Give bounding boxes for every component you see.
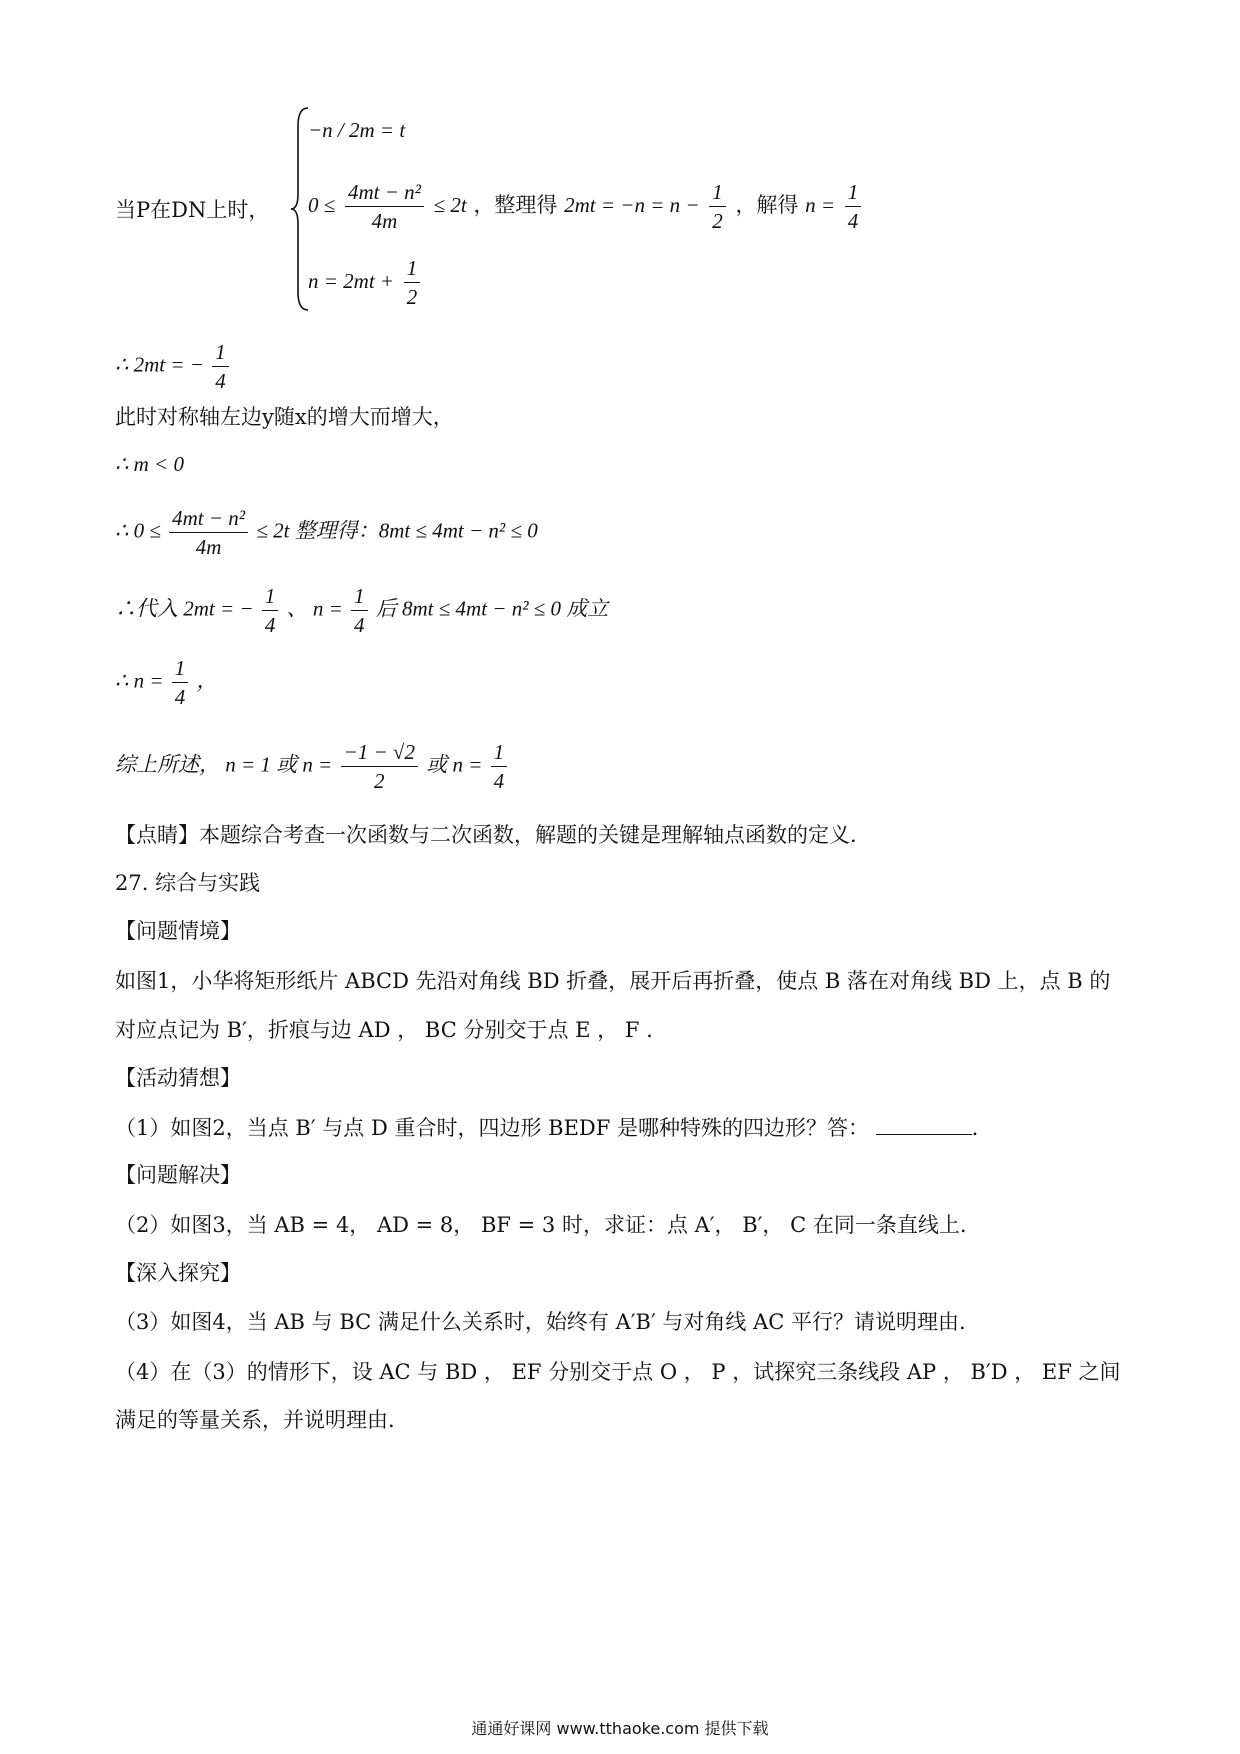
line-m-negative-text: ∴ m < 0 — [115, 452, 184, 476]
system-row-3 — [308, 254, 423, 311]
fraction-numerator: 1 — [354, 584, 365, 608]
guess-end: . — [971, 1116, 979, 1140]
dianjing-paragraph — [115, 820, 857, 850]
explore-paragraph-3 — [115, 1307, 966, 1337]
heading-explore-text: 【深入探究】 — [115, 1261, 241, 1285]
solve-text: ，解得 — [735, 193, 799, 217]
line-inequality-fraction — [169, 504, 248, 561]
line-summary-fraction-1 — [341, 738, 418, 795]
line-2mt — [115, 338, 232, 395]
fraction-numerator: 1 — [215, 340, 226, 364]
line-summary-fraction-2 — [491, 738, 508, 795]
explore-text-3: （3）如图4，当 AB 与 BC 满足什么关系时，始终有 A′B′ 与对角线 AC 平行？请说明理由. — [115, 1310, 966, 1334]
guess-paragraph — [115, 1112, 978, 1143]
solve-paragraph — [115, 1210, 967, 1240]
q27-title-text: 27. 综合与实践 — [115, 871, 261, 895]
heading-solve-text: 【问题解决】 — [115, 1163, 241, 1187]
fraction-denominator: 4 — [491, 766, 508, 795]
fraction-numerator: −1 − √2 — [343, 740, 415, 764]
after-text: ，整理得 — [473, 193, 558, 217]
fraction-denominator: 2 — [709, 206, 726, 235]
line-summary-pre: 综上所述， n = 1 或 n = — [115, 752, 333, 777]
guess-text: （1）如图2，当点 B′ 与点 D 重合时，四边形 BEDF 是哪种特殊的四边形？答： — [115, 1116, 869, 1140]
system-eq-3-left: n = 2mt + — [308, 269, 395, 293]
explore-paragraph-4a — [115, 1357, 1121, 1387]
system-row-2 — [308, 178, 864, 235]
system-eq-2-fraction — [345, 178, 424, 235]
line-n-quarter-fraction — [172, 654, 189, 711]
case-prefix-text: 当P在DN上时， — [115, 198, 270, 222]
line-substitute — [115, 582, 608, 639]
line-m-negative — [115, 449, 184, 479]
dianjing-text: 【点睛】本题综合考查一次函数与二次函数，解题的关键是理解轴点函数的定义. — [115, 823, 857, 847]
line-inequality — [115, 504, 538, 561]
solve-text: （2）如图3，当 AB = 4， AD = 8， BF = 3 时，求证：点 A′， B′， C 在同一条直线上. — [115, 1213, 967, 1237]
heading-explore — [115, 1258, 241, 1288]
q27-title — [115, 868, 260, 898]
after-expr: 2mt = −n = n − — [564, 193, 700, 217]
line-substitute-mid: 、 n = — [286, 596, 343, 621]
fraction-denominator: 4m — [169, 532, 248, 561]
fraction-denominator: 4 — [212, 366, 229, 395]
situation-text-1: 如图1，小华将矩形纸片 ABCD 先沿对角线 BD 折叠，展开后再折叠，使点 B 落在对角线 BD 上，点 B 的 — [115, 969, 1111, 993]
system-eq-2-right: ≤ 2t — [433, 193, 467, 217]
explore-paragraph-4b — [115, 1405, 395, 1435]
fraction-denominator: 4 — [845, 206, 862, 235]
fraction-denominator: 4 — [262, 610, 279, 639]
footer-text: 通通好课网 www.tthaoke.com 提供下载 — [471, 1719, 769, 1738]
fraction-numerator: 1 — [712, 180, 723, 204]
fraction-numerator: 4mt − n² — [347, 180, 421, 204]
line-axis-left — [115, 402, 454, 432]
line-n-quarter-pre: ∴ n = — [115, 668, 164, 693]
solve-expr: n = — [805, 193, 836, 217]
line-substitute-pre: ∴代入 2mt = − — [115, 596, 254, 621]
system-eq-2-left: 0 ≤ — [308, 193, 336, 217]
fraction-denominator: 4 — [172, 682, 189, 711]
solve-fraction — [845, 178, 862, 235]
heading-solve — [115, 1160, 241, 1190]
after-fraction — [709, 178, 726, 235]
explore-text-4b: 满足的等量关系，并说明理由. — [115, 1408, 395, 1432]
case-prefix — [115, 195, 269, 225]
fraction-numerator: 1 — [264, 584, 276, 608]
system-row-1 — [308, 118, 405, 143]
fraction-numerator: 4mt − n² — [172, 506, 246, 530]
line-2mt-expr: ∴ 2mt = − — [115, 352, 204, 377]
fraction-denominator: 4 — [351, 610, 368, 639]
line-summary — [115, 738, 510, 795]
fraction-denominator: 4m — [345, 206, 424, 235]
line-axis-left-text: 此时对称轴左边y随x的增大而增大， — [115, 405, 454, 429]
situation-paragraph-1 — [115, 966, 1110, 996]
fraction-denominator: 2 — [341, 766, 418, 795]
fraction-numerator: 1 — [406, 256, 418, 280]
line-2mt-fraction — [212, 338, 229, 395]
heading-situation — [115, 916, 241, 946]
situation-text-2: 对应点记为 B′，折痕与边 AD ， BC 分别交于点 E ， F . — [115, 1018, 653, 1042]
system-eq-3-fraction — [404, 254, 421, 311]
line-n-quarter-post: ， — [196, 668, 218, 693]
line-substitute-fraction-1 — [262, 582, 279, 639]
line-summary-mid: 或 n = — [426, 752, 483, 777]
explore-text-4a: （4）在（3）的情形下，设 AC 与 BD ， EF 分别交于点 O ， P ，试探究三条线段 AP ， B′D ， EF 之间 — [115, 1360, 1121, 1384]
fraction-denominator: 2 — [404, 282, 421, 311]
situation-paragraph-2 — [115, 1015, 653, 1045]
fraction-numerator: 1 — [174, 656, 186, 680]
fraction-numerator: 1 — [847, 180, 859, 204]
page-footer — [0, 1716, 1240, 1739]
line-substitute-post: 后 8mt ≤ 4mt − n² ≤ 0 成立 — [375, 596, 609, 621]
line-inequality-post: ≤ 2t 整理得：8mt ≤ 4mt − n² ≤ 0 — [256, 518, 538, 543]
line-n-quarter — [115, 654, 218, 711]
line-inequality-pre: ∴ 0 ≤ — [115, 518, 161, 543]
heading-guess-text: 【活动猜想】 — [115, 1066, 241, 1090]
system-eq-1: −n / 2m = t — [308, 118, 406, 142]
line-substitute-fraction-2 — [351, 582, 368, 639]
left-brace — [290, 106, 310, 312]
fraction-numerator: 1 — [493, 740, 505, 764]
heading-situation-text: 【问题情境】 — [115, 919, 241, 943]
answer-blank[interactable] — [876, 1112, 972, 1135]
heading-guess — [115, 1063, 241, 1093]
